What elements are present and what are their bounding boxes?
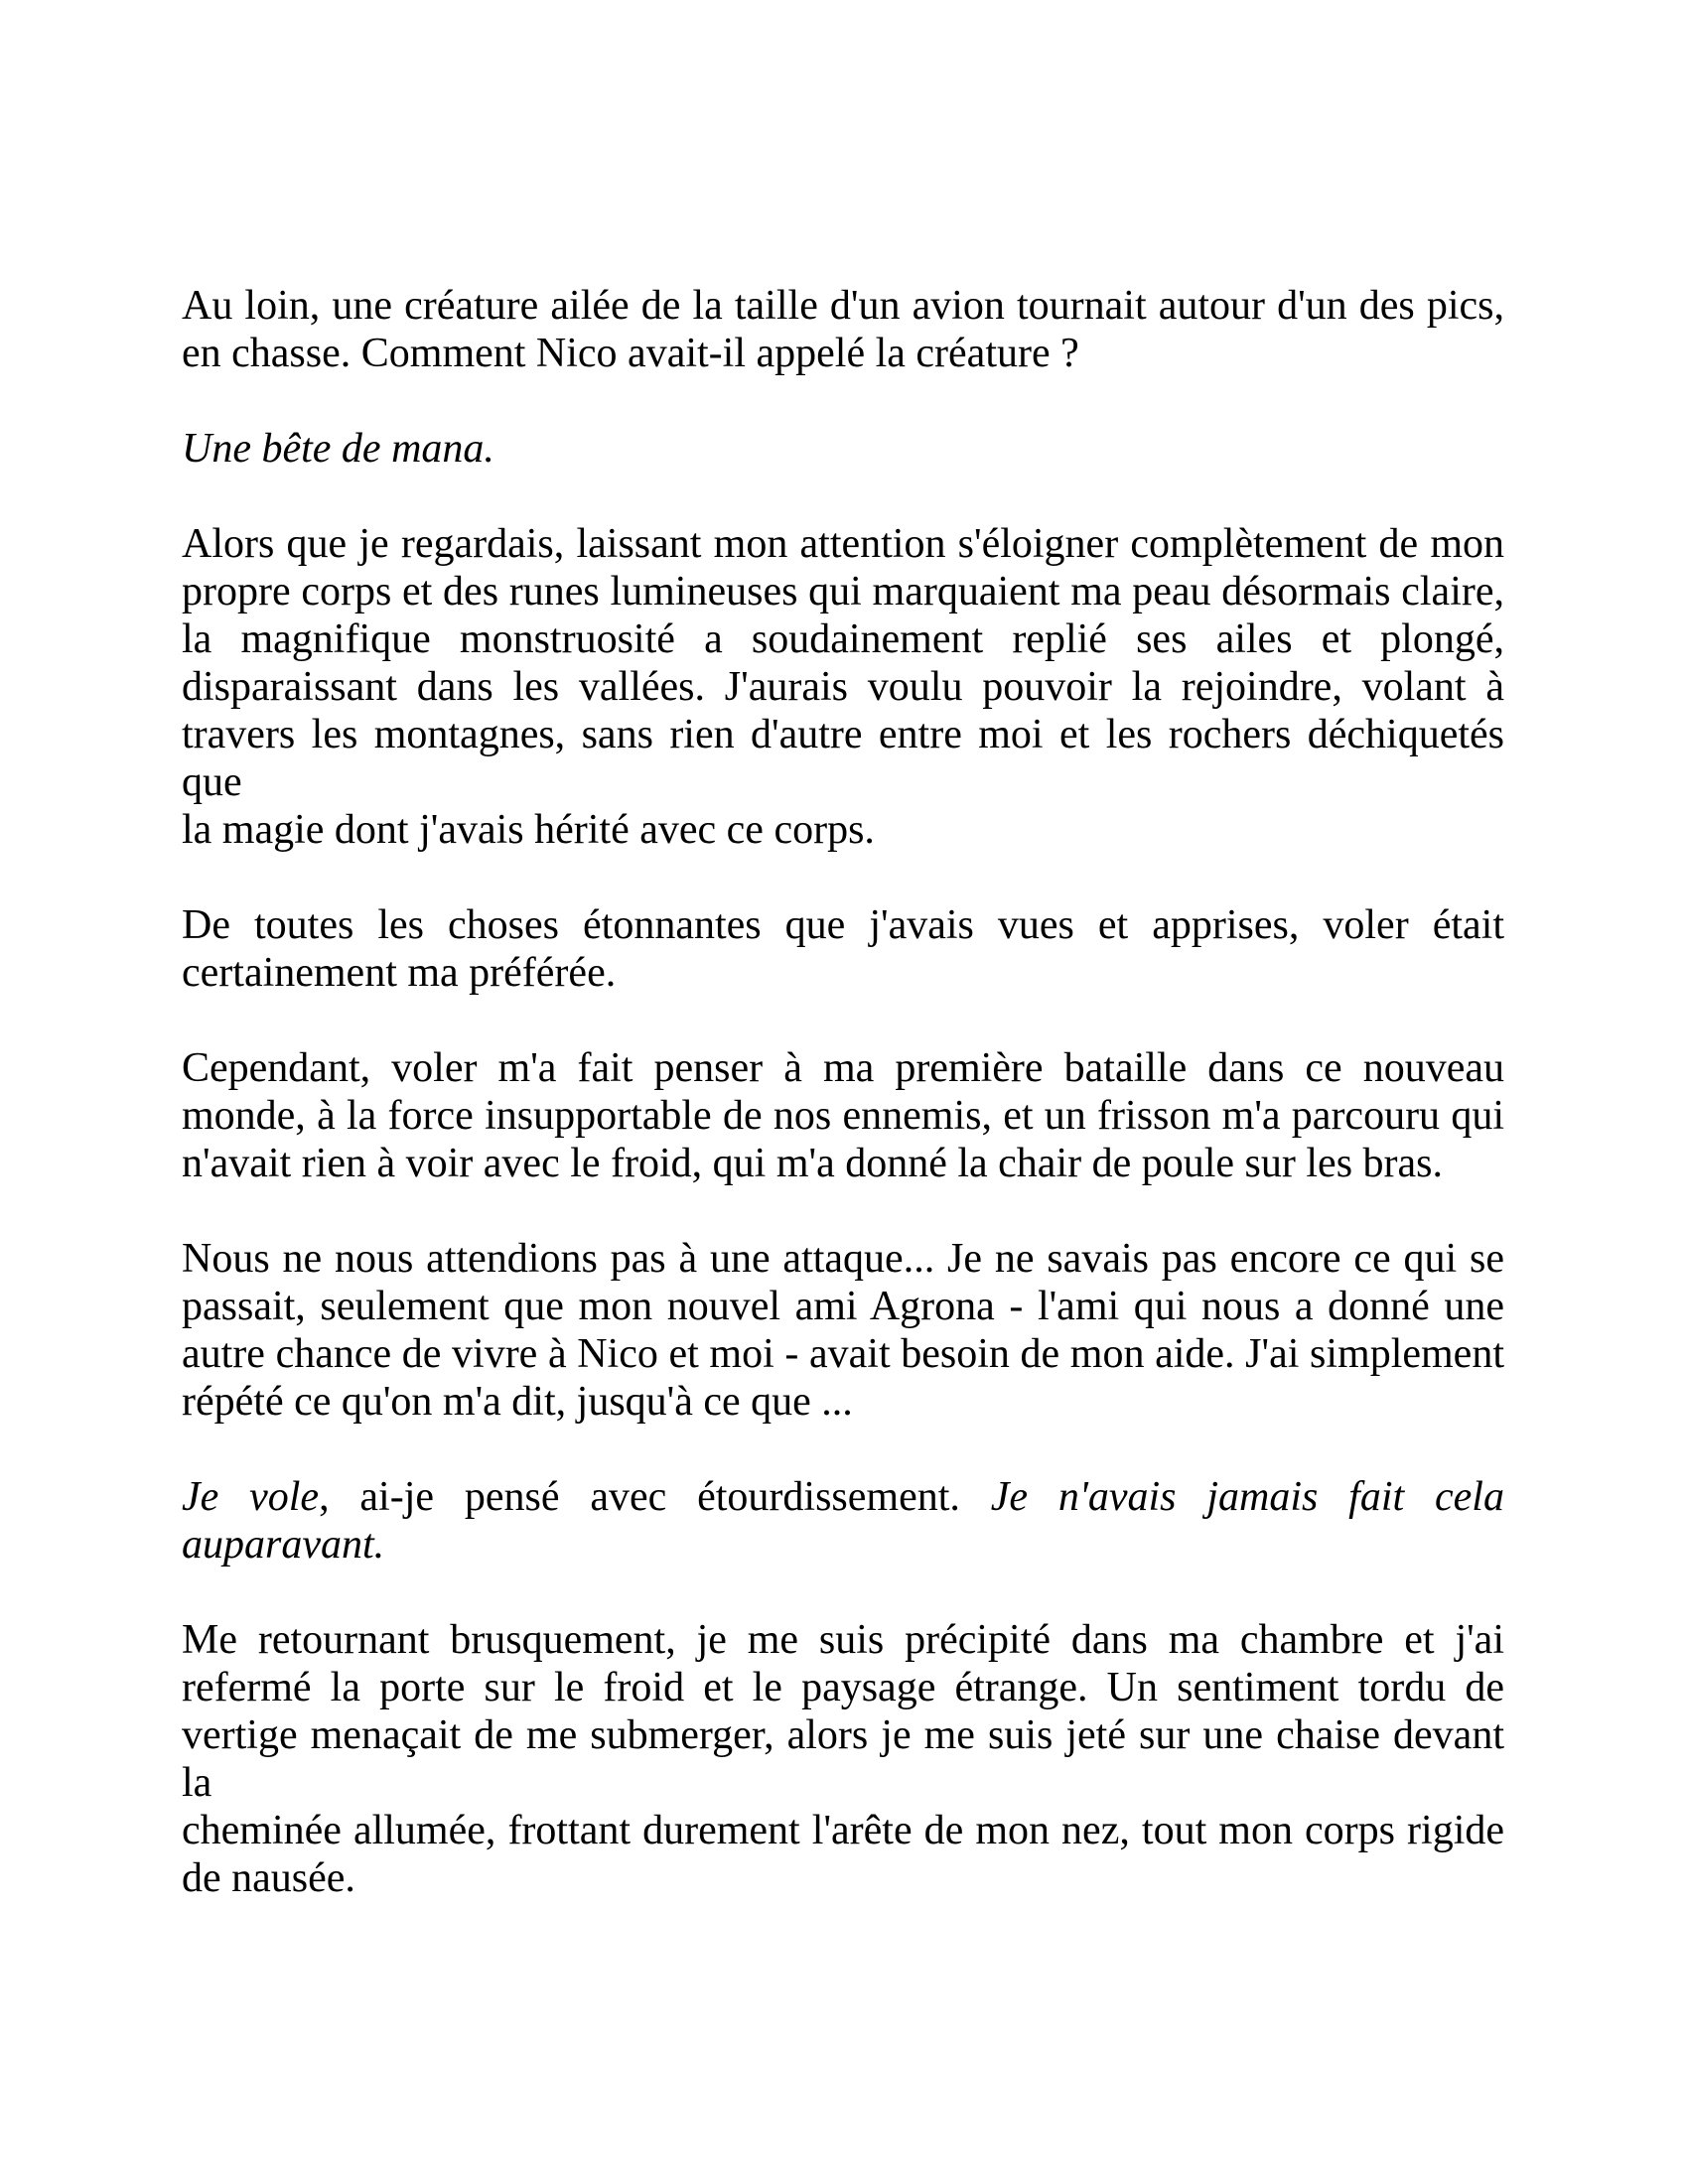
text-segment: Au loin, une créature ailée de la taille d'un avion tournait autour d'un des pics, [182, 283, 1504, 329]
text-line [182, 1235, 1504, 1283]
text-line [182, 1140, 1504, 1187]
text-segment: en chasse. Comment Nico avait-il appelé la créature ? [182, 331, 1079, 376]
text-line [182, 1044, 1504, 1092]
text-line [182, 282, 1504, 330]
text-line [182, 1092, 1504, 1140]
text-segment: Alors que je regardais, laissant mon attention s'éloigner complètement de mon [182, 521, 1504, 567]
text-line [182, 711, 1504, 806]
text-line [182, 330, 1504, 377]
paragraph-1 [182, 282, 1504, 377]
text-line [182, 520, 1504, 568]
text-segment: passait, seulement que mon nouvel ami Agrona - l'ami qui nous a donné une [182, 1284, 1504, 1329]
text-segment: propre corps et des runes lumineuses qui marquaient ma peau désormais claire, [182, 569, 1504, 614]
text-line [182, 568, 1504, 615]
text-segment: certainement ma préférée. [182, 950, 617, 996]
paragraph-6 [182, 1235, 1504, 1426]
text-line [182, 806, 1504, 854]
text-line [182, 425, 1504, 473]
text-line [182, 1283, 1504, 1330]
italic-text-segment: Je vole [182, 1474, 320, 1520]
paragraph-5 [182, 1044, 1504, 1187]
text-line [182, 1664, 1504, 1711]
text-line [182, 949, 1504, 997]
text-segment: Cependant, voler m'a fait penser à ma première bataille dans ce nouveau [182, 1045, 1504, 1091]
text-segment: disparaissant dans les vallées. J'aurais voulu pouvoir la rejoindre, volant à [182, 664, 1504, 710]
text-segment: monde, à la force insupportable de nos ennemis, et un frisson m'a parcouru qui [182, 1093, 1504, 1139]
text-segment: travers les montagnes, sans rien d'autre entre moi et les rochers déchiquetés que [182, 712, 1504, 805]
text-line [182, 1807, 1504, 1854]
text-segment: n'avait rien à voir avec le froid, qui m'a donné la chair de poule sur les bras. [182, 1141, 1444, 1186]
paragraph-2 [182, 425, 1504, 473]
text-line [182, 1330, 1504, 1378]
text-line [182, 1854, 1504, 1902]
text-segment: cheminée allumée, frottant durement l'arête de mon nez, tout mon corps rigide [182, 1808, 1504, 1853]
paragraph-8 [182, 1616, 1504, 1902]
paragraph-3 [182, 520, 1504, 854]
text-line [182, 663, 1504, 711]
text-segment: autre chance de vivre à Nico et moi - avait besoin de mon aide. J'ai simplement [182, 1331, 1504, 1377]
text-segment: Me retournant brusquement, je me suis précipité dans ma chambre et j'ai [182, 1617, 1504, 1663]
text-line [182, 1711, 1504, 1807]
text-segment: refermé la porte sur le froid et le paysage étrange. Un sentiment tordu de [182, 1665, 1504, 1710]
text-segment: la magie dont j'avais hérité avec ce corps. [182, 807, 875, 853]
text-line [182, 1378, 1504, 1426]
italic-text-segment: Une bête de mana. [182, 426, 494, 472]
text-line [182, 901, 1504, 949]
text-segment: De toutes les choses étonnantes que j'avais vues et apprises, voler était [182, 902, 1504, 948]
document-body [182, 282, 1504, 1950]
text-segment: vertige menaçait de me submerger, alors je me suis jeté sur une chaise devant la [182, 1712, 1504, 1806]
text-line [182, 1473, 1504, 1569]
paragraph-4 [182, 901, 1504, 997]
italic-text-segment: Je n'avais jamais fait cela auparavant. [182, 1474, 1504, 1568]
paragraph-7 [182, 1473, 1504, 1569]
text-segment: la magnifique monstruosité a soudainement replié ses ailes et plongé, [182, 616, 1504, 662]
text-segment: , ai-je pensé avec étourdissement. [319, 1474, 991, 1520]
text-segment: de nausée. [182, 1855, 355, 1901]
text-segment: Nous ne nous attendions pas à une attaque... Je ne savais pas encore ce qui se [182, 1236, 1504, 1282]
text-line [182, 615, 1504, 663]
text-segment: répété ce qu'on m'a dit, jusqu'à ce que ... [182, 1379, 853, 1425]
text-line [182, 1616, 1504, 1664]
